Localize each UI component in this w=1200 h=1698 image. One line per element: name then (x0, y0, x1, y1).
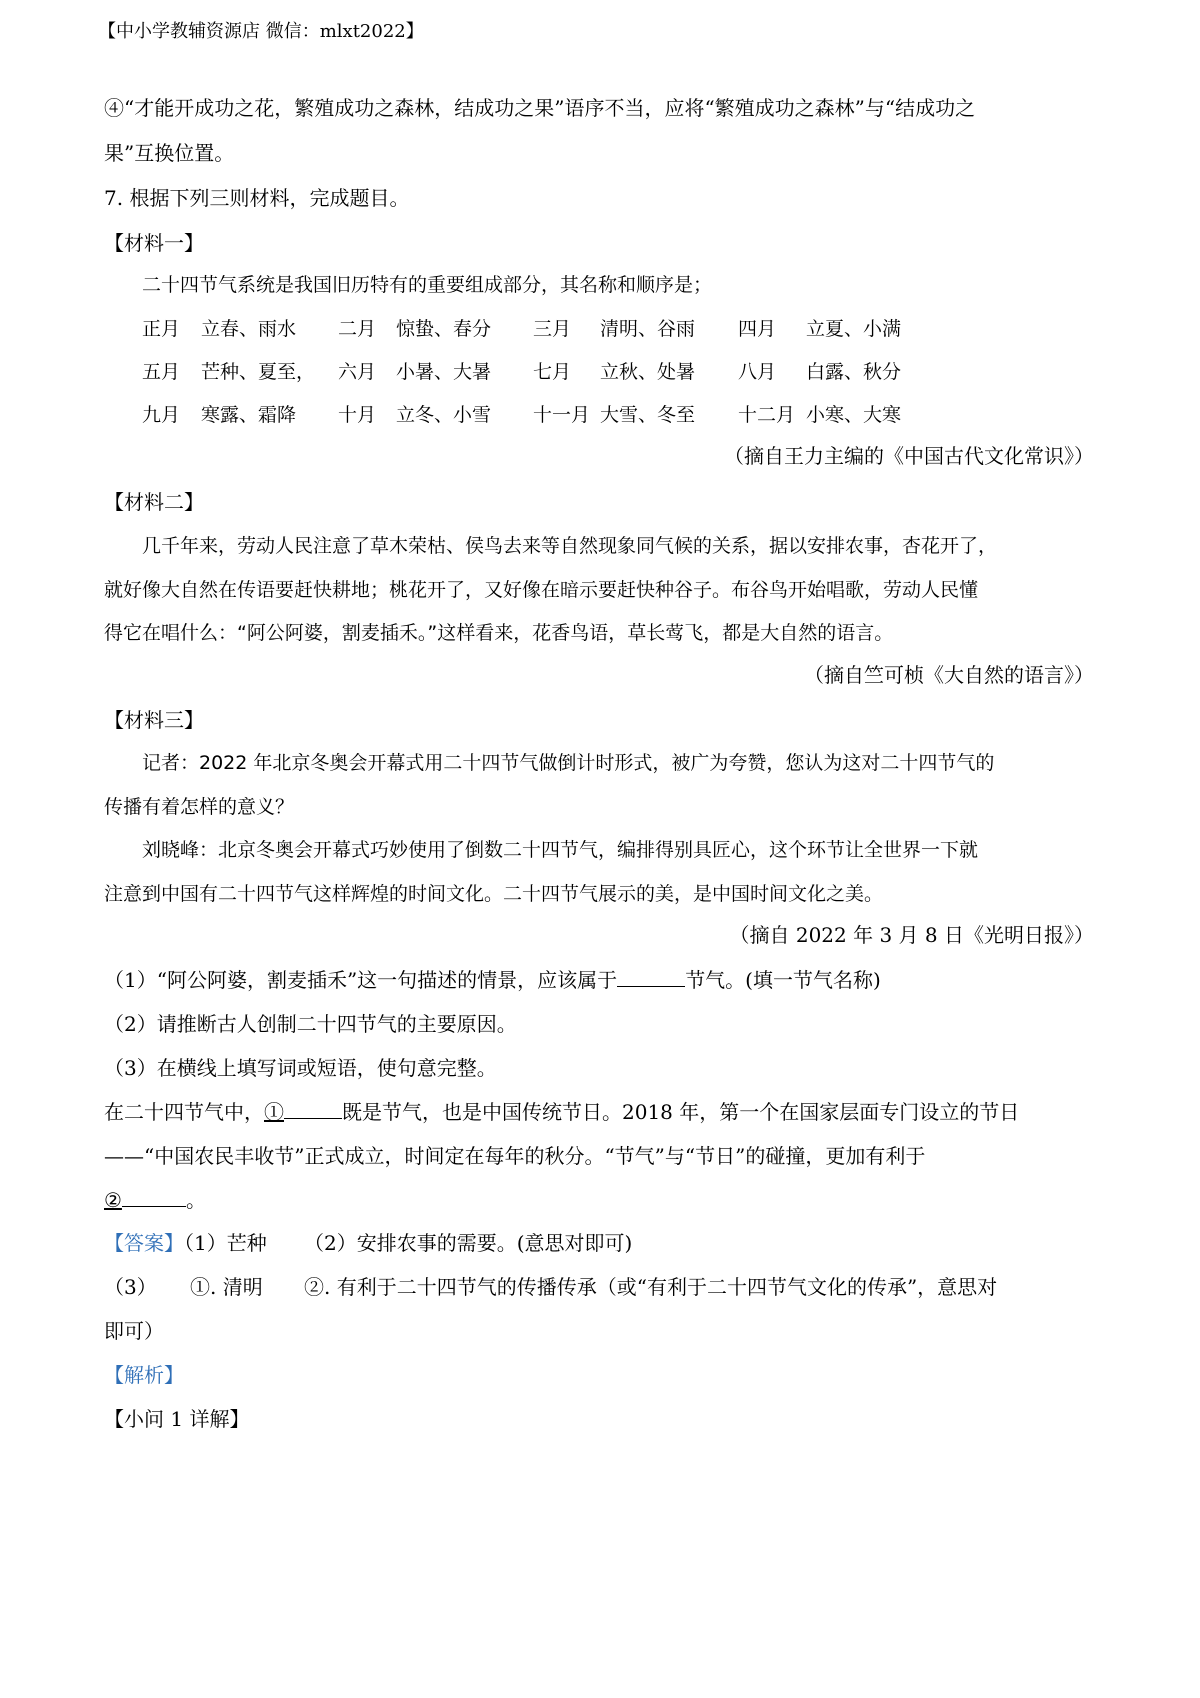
term-month: 五月 (142, 361, 181, 383)
term-names: 立冬、小雪 (396, 404, 492, 426)
term-names: 立春、雨水 (201, 318, 297, 340)
answer-3-tail: 即可） (104, 1319, 164, 1343)
answer-blank (122, 1186, 186, 1207)
answer-3-1: ①. 清明 (190, 1275, 263, 1299)
answer-label: 【答案】 (104, 1231, 184, 1255)
page-header: 【中小学教辅资源店 微信：mlxt2022】 (98, 21, 424, 42)
sub-question-1 (104, 966, 881, 994)
term-month: 二月 (338, 318, 377, 340)
material-3-heading: 【材料三】 (104, 708, 204, 732)
analysis-sub-1: 【小问 1 详解】 (104, 1407, 250, 1431)
answer-3-prefix: （3） (104, 1275, 157, 1299)
term-month: 四月 (738, 318, 777, 340)
term-names: 小寒、大寒 (806, 404, 902, 426)
material-2-heading: 【材料二】 (104, 490, 204, 514)
term-names: 小暑、大暑 (396, 361, 492, 383)
sub-question-1-text: （1）“阿公阿婆，割麦插禾”这一句描述的情景，应该属于 (104, 968, 618, 992)
term-names: 清明、谷雨 (600, 318, 696, 340)
item4-line1: ④“才能开成功之花，繁殖成功之森林，结成功之果”语序不当，应将“繁殖成功之森林”与“结成功之 (104, 96, 976, 120)
term-month: 十一月 (533, 404, 591, 426)
sub-question-3: （3）在横线上填写词或短语，使句意完整。 (104, 1056, 497, 1080)
term-month: 六月 (338, 361, 377, 383)
term-month: 七月 (533, 361, 572, 383)
material-3-line3: 刘晓峰：北京冬奥会开幕式巧妙使用了倒数二十四节气，编排得别具匠心，这个环节让全世界一下就 (142, 839, 979, 861)
term-names: 立秋、处暑 (600, 361, 696, 383)
material-2-line3: 得它在唱什么：“阿公阿婆，割麦插禾。”这样看来，花香鸟语，草长莺飞，都是大自然的语言。 (104, 622, 894, 644)
material-2-line2: 就好像大自然在传语要赶快耕地；桃花开了，又好像在暗示要赶快种谷子。布谷鸟开始唱歌，劳动人民懂 (104, 579, 979, 601)
material-2-line1: 几千年来，劳动人民注意了草木荣枯、侯鸟去来等自然现象同气候的关系，据以安排农事，杏花开了， (142, 535, 998, 557)
material-1-intro: 二十四节气系统是我国旧历特有的重要组成部分，其名称和顺序是； (142, 274, 713, 296)
answer-blank (617, 966, 685, 987)
term-month: 十月 (338, 404, 377, 426)
blank-marker-2: ② (104, 1188, 122, 1212)
term-month: 十二月 (738, 404, 796, 426)
term-names: 惊蛰、春分 (396, 318, 492, 340)
term-names: 寒露、霜降 (201, 404, 297, 426)
analysis-label: 【解析】 (104, 1363, 184, 1387)
term-month: 八月 (738, 361, 777, 383)
answer-line1 (104, 1229, 267, 1257)
question-7-title: 7. 根据下列三则材料，完成题目。 (104, 186, 410, 210)
answer-blank (284, 1098, 342, 1119)
term-names: 大雪、冬至 (600, 404, 696, 426)
sub-question-2: （2）请推断古人创制二十四节气的主要原因。 (104, 1012, 517, 1036)
material-1-heading: 【材料一】 (104, 231, 204, 255)
fill-end: 。 (185, 1188, 206, 1212)
fill-blank-line2: ——“中国农民丰收节”正式成立，时间定在每年的秋分。“节气”与“节日”的碰撞，更加有利于 (104, 1144, 926, 1168)
term-names: 芒种、夏至， (201, 361, 316, 383)
fill-text: 既是节气，也是中国传统节日。2018 年，第一个在国家层面专门设立的节日 (342, 1100, 1020, 1124)
answer-1: （1）芒种 (184, 1231, 267, 1255)
material-3-line4: 注意到中国有二十四节气这样辉煌的时间文化。二十四节气展示的美，是中国时间文化之美。 (104, 883, 884, 905)
sub-question-1-suffix: 节气。(填一节气名称) (685, 968, 881, 992)
material-3-source: （摘自 2022 年 3 月 8 日《光明日报》） (729, 923, 1094, 947)
term-month: 三月 (533, 318, 572, 340)
fill-blank-line3 (104, 1186, 206, 1214)
fill-blank-line1 (104, 1098, 1019, 1126)
fill-text: 在二十四节气中， (104, 1100, 264, 1124)
item4-line2: 果”互换位置。 (104, 141, 235, 165)
material-3-line2: 传播有着怎样的意义？ (104, 796, 295, 818)
material-1-source: （摘自王力主编的《中国古代文化常识》） (724, 444, 1094, 468)
answer-2: （2）安排农事的需要。(意思对即可) (304, 1231, 633, 1255)
term-names: 立夏、小满 (806, 318, 902, 340)
term-month: 九月 (142, 404, 181, 426)
material-3-line1: 记者：2022 年北京冬奥会开幕式用二十四节气做倒计时形式，被广为夸赞，您认为这对二十四节气的 (142, 752, 995, 774)
term-month: 正月 (142, 318, 181, 340)
blank-marker-1: ① (264, 1100, 284, 1124)
term-names: 白露、秋分 (806, 361, 902, 383)
answer-3-2: ②. 有利于二十四节气的传播传承（或“有利于二十四节气文化的传承”，意思对 (304, 1275, 998, 1299)
material-2-source: （摘自竺可桢《大自然的语言》） (804, 663, 1094, 687)
